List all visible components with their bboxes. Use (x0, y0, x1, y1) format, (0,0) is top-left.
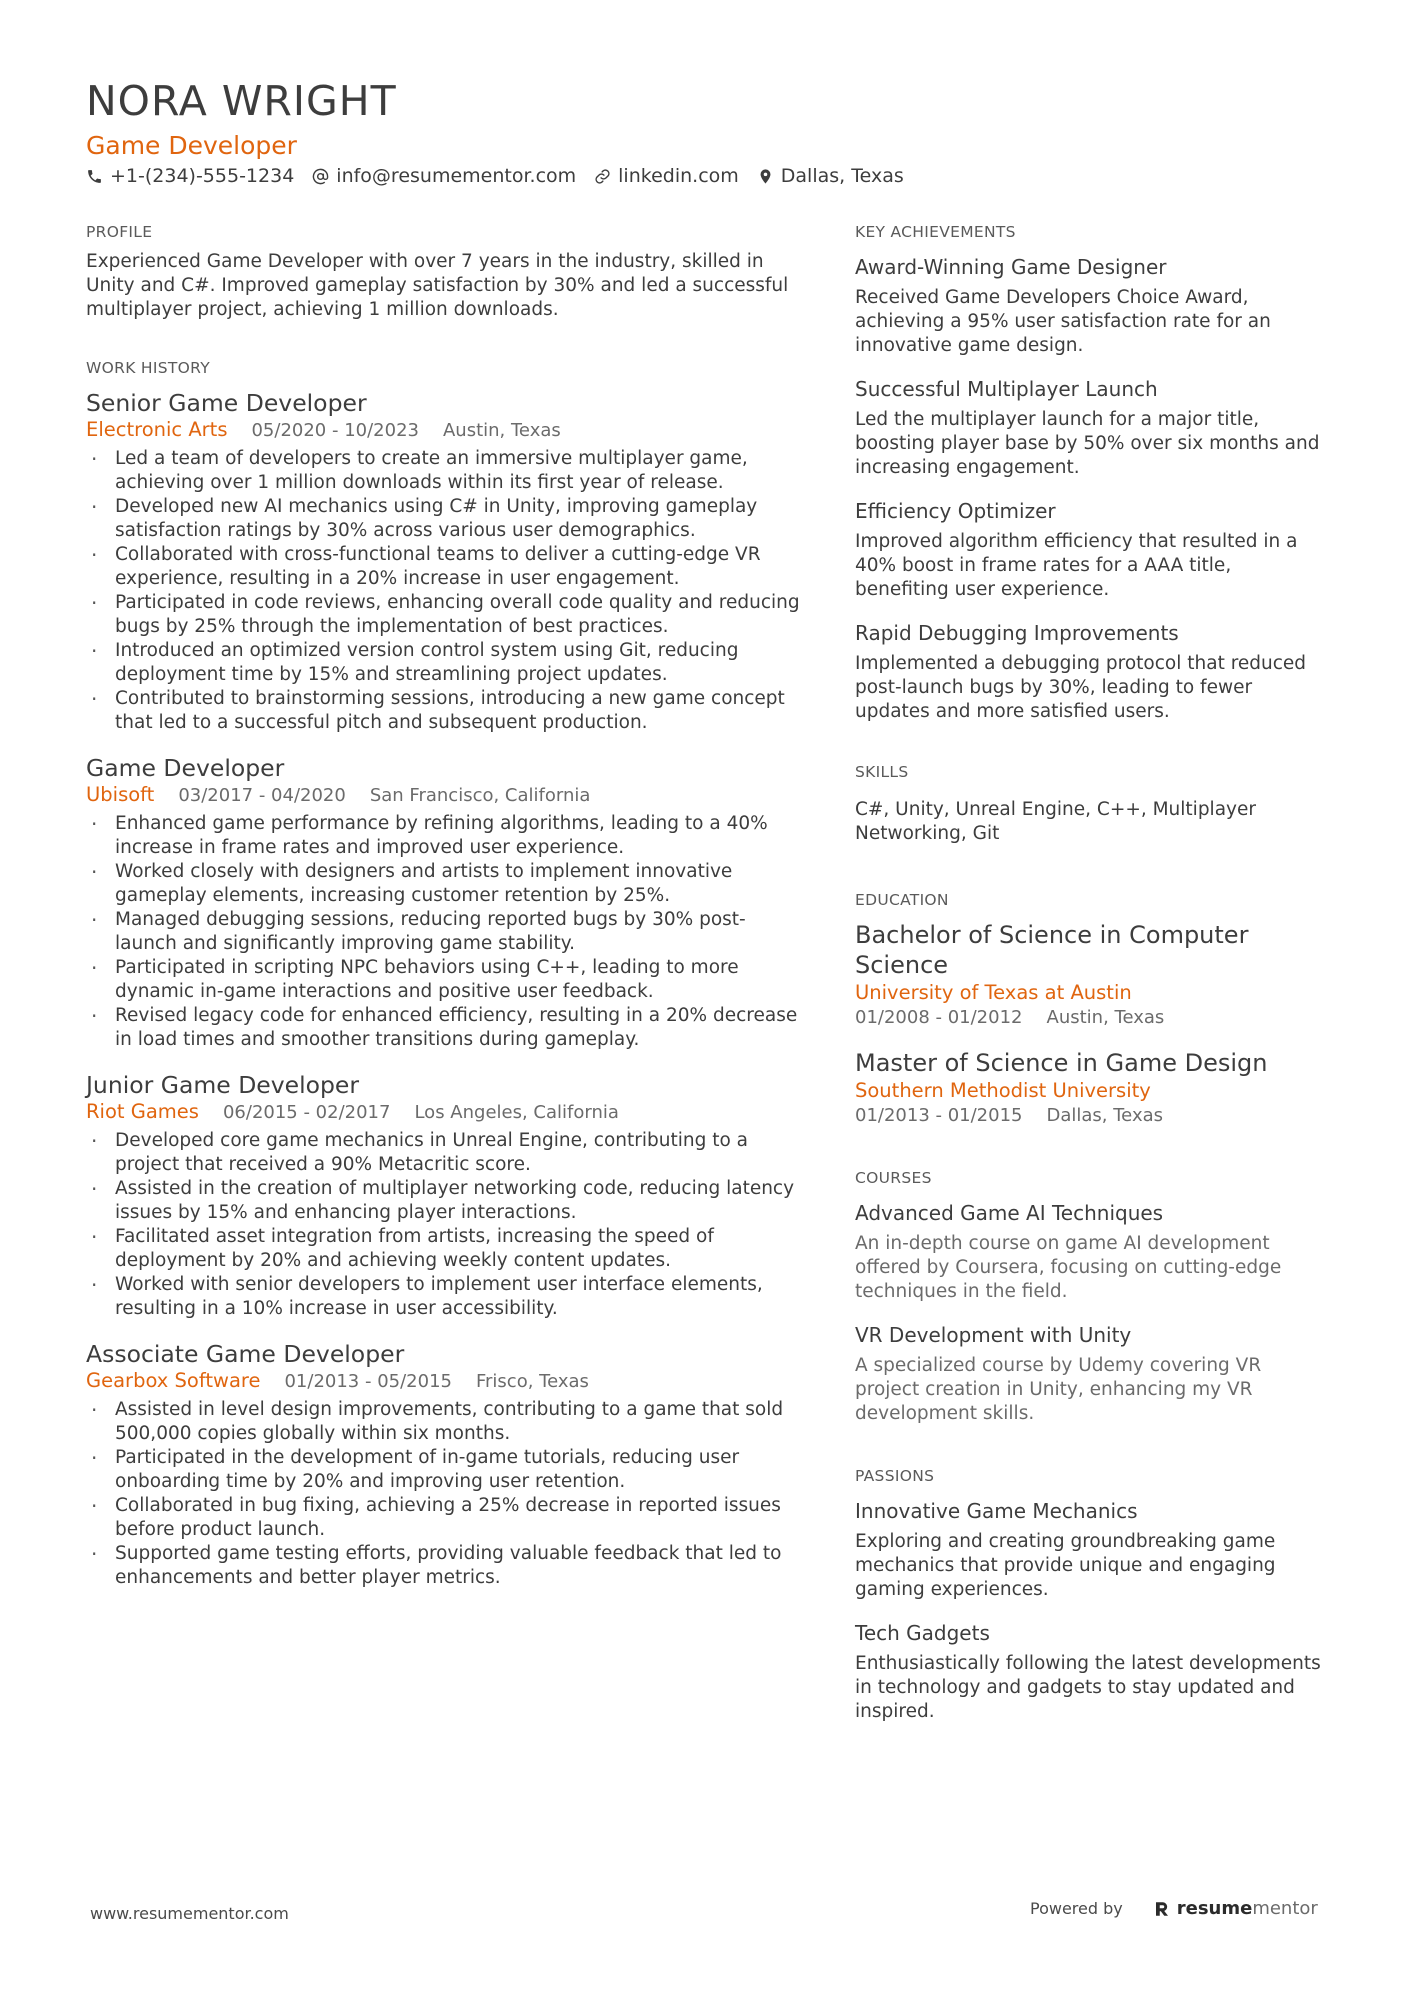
link-icon (594, 168, 611, 185)
job-dates: 05/2020 - 10/2023 (251, 420, 419, 441)
job-company: Riot Games (86, 1100, 199, 1123)
job-bullet: · Developed new AI mechanics using C# in Unity, improving gameplay satisfaction ratings by 30% across various user demographics. (86, 495, 801, 543)
job-meta (86, 418, 801, 443)
job-location: Los Angeles, California (414, 1102, 619, 1123)
brand-name-light: mentor (1252, 1898, 1318, 1919)
course-item (855, 1200, 1330, 1304)
profile-heading: PROFILE (86, 223, 153, 241)
job-meta (86, 783, 801, 808)
contact-linkedin[interactable] (594, 165, 739, 187)
education-school: University of Texas at Austin (855, 981, 1132, 1004)
job-bullet: · Supported game testing efforts, providing valuable feedback that led to enhancements and better player metrics. (86, 1542, 801, 1590)
candidate-name: NORA WRIGHT (86, 77, 397, 125)
job-meta (86, 1369, 801, 1394)
job-company: Gearbox Software (86, 1369, 261, 1392)
contact-email-text[interactable]: info@resumementor.com (336, 165, 577, 187)
education-meta (855, 1006, 1330, 1030)
course-title: Advanced Game AI Techniques (855, 1201, 1164, 1225)
passion-title: Innovative Game Mechanics (855, 1499, 1138, 1523)
at-icon (312, 168, 329, 185)
job-bullets (86, 447, 801, 735)
brand-logo[interactable] (1153, 1898, 1318, 1919)
job-bullet: · Assisted in level design improvements, contributing to a game that sold 500,000 copies globally within six months. (86, 1398, 801, 1446)
education-location: Austin, Texas (1046, 1007, 1165, 1028)
course-desc: A specialized course by Udemy covering VR project creation in Unity, enhancing my VR development skills. (855, 1355, 1262, 1424)
achievement-item (855, 254, 1330, 358)
job-title-headline: Game Developer (86, 131, 297, 160)
job-bullet: · Collaborated in bug fixing, achieving a 25% decrease in reported issues before product launch. (86, 1494, 801, 1542)
job-title: Junior Game Developer (86, 1071, 360, 1099)
job-bullet: · Contributed to brainstorming sessions, introducing a new game concept that led to a successful pitch and subsequent production. (86, 687, 801, 735)
passions-heading: PASSIONS (855, 1467, 935, 1485)
job-meta (86, 1100, 801, 1125)
job-location: Frisco, Texas (475, 1371, 589, 1392)
work-history-heading: WORK HISTORY (86, 359, 210, 377)
job-title: Game Developer (86, 754, 285, 782)
job-entry (86, 1070, 801, 1321)
footer-branding (1030, 1898, 1318, 1919)
passion-desc: Enthusiastically following the latest developments in technology and gadgets to stay updated and inspired. (855, 1653, 1321, 1722)
achievement-desc: Led the multiplayer launch for a major title, boosting player base by 50% over six months and increasing engagement. (855, 409, 1320, 478)
left-column (86, 222, 801, 1590)
job-bullet: · Worked with senior developers to implement user interface elements, resulting in a 10% increase in user accessibility. (86, 1273, 801, 1321)
job-bullet: · Participated in code reviews, enhancing overall code quality and reducing bugs by 25% through the implementation of best practices. (86, 591, 801, 639)
brand-name-bold: resume (1176, 1898, 1253, 1919)
achievement-item (855, 376, 1330, 480)
job-bullet: · Collaborated with cross-functional teams to deliver a cutting-edge VR experience, resulting in a 20% increase in user engagement. (86, 543, 801, 591)
job-entry (86, 1339, 801, 1590)
job-location: Austin, Texas (442, 420, 561, 441)
contact-location-text: Dallas, Texas (780, 165, 904, 187)
course-item (855, 1322, 1330, 1426)
education-meta (855, 1104, 1330, 1128)
contact-phone-text: +1-(234)-555-1234 (110, 165, 295, 187)
contact-email[interactable] (312, 165, 576, 187)
job-bullet: · Led a team of developers to create an immersive multiplayer game, achieving over 1 million downloads within its first year of release. (86, 447, 801, 495)
achievements-heading: KEY ACHIEVEMENTS (855, 223, 1016, 241)
courses-heading: COURSES (855, 1169, 932, 1187)
education-school: Southern Methodist University (855, 1079, 1151, 1102)
location-pin-icon (757, 168, 774, 185)
job-bullet: · Managed debugging sessions, reducing reported bugs by 30% post-launch and significantly improving game stability. (86, 908, 801, 956)
job-company: Ubisoft (86, 783, 155, 806)
job-bullet: · Worked closely with designers and artists to implement innovative gameplay elements, increasing customer retention by 25%. (86, 860, 801, 908)
education-heading: EDUCATION (855, 891, 949, 909)
job-bullet: · Facilitated asset integration from artists, increasing the speed of deployment by 20% and achieving weekly content updates. (86, 1225, 801, 1273)
achievement-desc: Implemented a debugging protocol that reduced post-launch bugs by 30%, leading to fewer updates and more satisfied users. (855, 653, 1307, 722)
course-title: VR Development with Unity (855, 1323, 1132, 1347)
contact-linkedin-text[interactable]: linkedin.com (618, 165, 739, 187)
job-title: Associate Game Developer (86, 1340, 405, 1368)
skills-list: C#, Unity, Unreal Engine, C++, Multiplayer Networking, Git (855, 799, 1256, 844)
education-item (855, 1048, 1330, 1128)
contact-bar (86, 165, 922, 187)
job-bullet: · Participated in scripting NPC behaviors using C++, leading to more dynamic in-game interactions and positive user feedback. (86, 956, 801, 1004)
resumementor-logo-icon (1153, 1900, 1171, 1918)
job-bullets (86, 1129, 801, 1321)
job-bullets (86, 812, 801, 1052)
contact-phone (86, 165, 294, 187)
passion-item (855, 1620, 1330, 1724)
footer-website[interactable]: www.resumementor.com (90, 1904, 289, 1923)
education-dates: 01/2013 - 01/2015 (855, 1105, 1023, 1126)
job-bullets (86, 1398, 801, 1590)
job-company: Electronic Arts (86, 418, 228, 441)
education-degree: Master of Science in Game Design (855, 1049, 1268, 1077)
education-location: Dallas, Texas (1046, 1105, 1163, 1126)
achievement-title: Award-Winning Game Designer (855, 255, 1167, 279)
job-dates: 01/2013 - 05/2015 (284, 1371, 452, 1392)
phone-icon (86, 168, 103, 185)
job-dates: 06/2015 - 02/2017 (222, 1102, 391, 1123)
job-bullet: · Revised legacy code for enhanced efficiency, resulting in a 20% decrease in load times and smoother transitions during gameplay. (86, 1004, 801, 1052)
job-location: San Francisco, California (369, 785, 591, 806)
profile-summary: Experienced Game Developer with over 7 years in the industry, skilled in Unity and C#. Improved gameplay satisfaction by 30% and led a successful multiplayer project, achieving 1 million downloads. (86, 251, 789, 320)
job-entry (86, 753, 801, 1052)
achievement-title: Efficiency Optimizer (855, 499, 1056, 523)
powered-by-label: Powered by (1030, 1899, 1123, 1918)
right-column (855, 222, 1330, 1724)
job-title: Senior Game Developer (86, 389, 367, 417)
education-item (855, 920, 1330, 1030)
job-bullet: · Enhanced game performance by refining algorithms, leading to a 40% increase in frame rates and improved user experience. (86, 812, 801, 860)
job-entry (86, 388, 801, 735)
achievement-desc: Received Game Developers Choice Award, achieving a 95% user satisfaction rate for an innovative game design. (855, 287, 1271, 356)
education-dates: 01/2008 - 01/2012 (855, 1007, 1023, 1028)
passion-item (855, 1498, 1330, 1602)
contact-location (757, 165, 904, 187)
passion-desc: Exploring and creating groundbreaking game mechanics that provide unique and engaging gaming experiences. (855, 1531, 1276, 1600)
achievement-title: Rapid Debugging Improvements (855, 621, 1179, 645)
achievement-item (855, 620, 1330, 724)
job-dates: 03/2017 - 04/2020 (178, 785, 346, 806)
education-degree: Bachelor of Science in Computer Science (855, 921, 1249, 979)
job-bullet: · Participated in the development of in-game tutorials, reducing user onboarding time by 20% and improving user retention. (86, 1446, 801, 1494)
job-bullet: · Introduced an optimized version control system using Git, reducing deployment time by 15% and streamlining project updates. (86, 639, 801, 687)
achievement-desc: Improved algorithm efficiency that resulted in a 40% boost in frame rates for a AAA title, benefiting user experience. (855, 531, 1298, 600)
achievement-item (855, 498, 1330, 602)
achievement-title: Successful Multiplayer Launch (855, 377, 1158, 401)
passion-title: Tech Gadgets (855, 1621, 990, 1645)
job-bullet: · Developed core game mechanics in Unreal Engine, contributing to a project that received a 90% Metacritic score. (86, 1129, 801, 1177)
course-desc: An in-depth course on game AI development offered by Coursera, focusing on cutting-edge techniques in the field. (855, 1233, 1282, 1302)
skills-heading: SKILLS (855, 763, 909, 781)
job-bullet: · Assisted in the creation of multiplayer networking code, reducing latency issues by 15% and enhancing player interactions. (86, 1177, 801, 1225)
